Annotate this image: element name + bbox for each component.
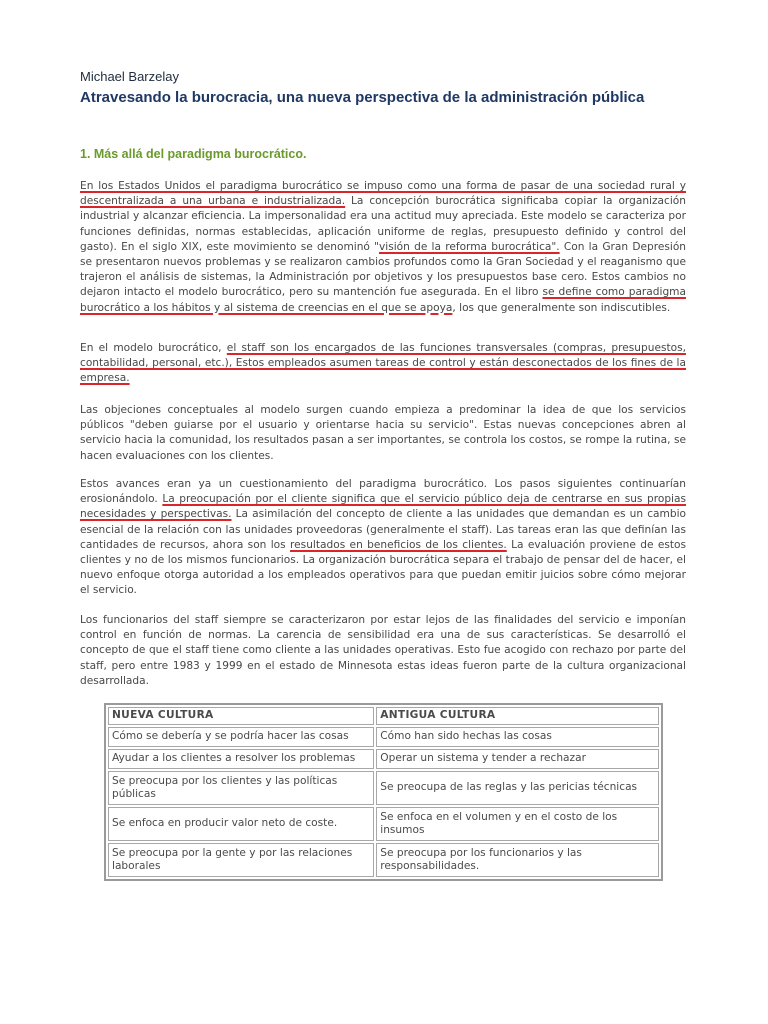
column-header-new-culture: NUEVA CULTURA xyxy=(108,707,374,725)
table-row xyxy=(108,771,659,805)
table-row xyxy=(108,807,659,841)
paragraph-text: En el modelo burocrático, xyxy=(80,342,227,354)
paragraph-text: Las objeciones conceptuales al modelo surgen cuando empieza a predominar la idea de que los servicios públicos "deben guiarse por el usuario y orientarse hacia su servicio". Estas nuevas concepciones abren al servicio hacia la comunidad, los resultados pasan a ser importantes, se controla los costos, se rompe la rutina, se hacen evaluaciones con los clientes. xyxy=(80,404,686,462)
table-cell: Operar un sistema y tender a rechazar xyxy=(376,749,659,769)
table-cell: Ayudar a los clientes a resolver los problemas xyxy=(108,749,374,769)
highlighted-text: La preocupación por el cliente significa que el servicio público deja de centrarse en sus propias necesidades y perspectivas. xyxy=(80,493,686,521)
table-row xyxy=(108,749,659,769)
table-cell: Se preocupa de las reglas y las pericias técnicas xyxy=(376,771,659,805)
highlighted-text: resultados en beneficios de los clientes. xyxy=(290,538,507,551)
table-row xyxy=(108,727,659,747)
paragraph-text: La concepción burocrática significaba copiar la organización industrial y alcanzar eficiencia. La impersonalidad era una actitud muy apreciada. Este modelo se caracteriza por funciones definidas, normas establecidas, aplicación uniforme de reglas, presupuesto definido y control del gasto). En el siglo XIX, este movimiento se denominó " xyxy=(80,195,686,253)
table-cell: Se preocupa por los funcionarios y las responsabilidades. xyxy=(376,843,659,877)
table-cell: Cómo se debería y se podría hacer las cosas xyxy=(108,727,374,747)
table-cell: Se preocupa por la gente y por las relaciones laborales xyxy=(108,843,374,877)
highlighted-text: el staff son los encargados de las funciones transversales (compras, presupuestos, contabilidad, personal, etc.), Estos empleados asumen tareas de control y están desconectados de los fines de la empresa. xyxy=(80,342,686,385)
document-title: Atravesando la burocracia, una nueva perspectiva de la administración pública xyxy=(80,89,645,106)
highlighted-text: se define como paradigma burocrático a los hábitos y al sistema de creencias en el que se apoya xyxy=(80,286,686,314)
section-heading: 1. Más allá del paradigma burocrático. xyxy=(80,147,307,161)
table-cell: Se enfoca en el volumen y en el costo de los insumos xyxy=(376,807,659,841)
highlighted-text: visión de la reforma burocrática". xyxy=(379,240,560,253)
paragraph-text: Los funcionarios del staff siempre se caracterizaron por estar lejos de las finalidades del servicio e imponían control en función de normas. La carencia de sensibilidad era una de sus características. Se desarrolló el concepto de que el staff tiene como cliente a las unidades operativas. Esto fue acogido con rechazo por parte del staff, pero entre 1983 y 1999 en el estado de Minnesota estas ideas fueron parte de la cultura organizacional desarrollada. xyxy=(80,614,686,687)
paragraph-text: , los que generalmente son indiscutibles. xyxy=(452,301,671,314)
table-header-row xyxy=(108,707,659,725)
paragraph-text: Con la Gran Depresión se presentaron nuevos problemas y se realizaron cambios profundos como la Gran Sociedad y el reaganismo que trajeron el análisis de sistemas, la Administración por objetivos y los presupuestos base cero. Estos cambios no dejaron intacto el modelo burocrático, pero su mantención fue asegurada. En el libro xyxy=(80,240,687,299)
highlighted-text: En los Estados Unidos el paradigma burocrático se impuso como una forma de pasar de una sociedad rural y descentralizada a una urbana e industrializada. xyxy=(80,180,686,208)
paragraph-text: Estos avances eran ya un cuestionamiento del paradigma burocrático. Los pasos siguientes continuarían erosionándolo. xyxy=(80,478,686,506)
table-cell: Cómo han sido hechas las cosas xyxy=(376,727,659,747)
table-row xyxy=(108,843,659,877)
paragraph-1 xyxy=(80,179,686,316)
paragraph-4 xyxy=(80,477,686,599)
author-name: Michael Barzelay xyxy=(80,69,179,84)
paragraph-5 xyxy=(80,613,686,689)
paragraph-text: La evaluación proviene de estos clientes y no de los mismos funcionarios. La organización burocrática separa el trabajo de pensar del de hacer, el nuevo enfoque otorga autoridad a los empleados operativos para que puedan emitir juicios sobre cómo mejorar el servicio. xyxy=(80,538,687,597)
column-header-old-culture: ANTIGUA CULTURA xyxy=(376,707,659,725)
paragraph-2 xyxy=(80,341,686,387)
table-cell: Se preocupa por los clientes y las políticas públicas xyxy=(108,771,374,805)
table-cell: Se enfoca en producir valor neto de coste. xyxy=(108,807,374,841)
paragraph-3 xyxy=(80,403,686,464)
paragraph-text: La asimilación del concepto de cliente a las unidades que demandan es un cambio esencial de la relación con las unidades proveedoras (generalmente el staff). Las tareas eran las que definían las cantidades de recursos, ahora son los xyxy=(80,508,686,551)
culture-comparison-table xyxy=(104,703,663,881)
